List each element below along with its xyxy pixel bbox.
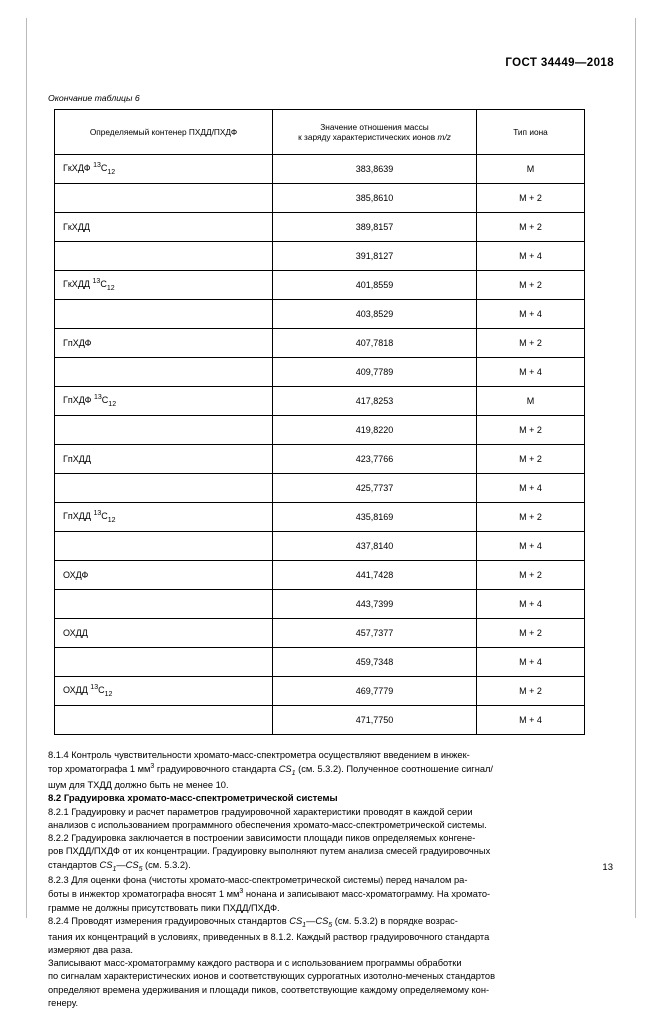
p6-line2: по сигналам характеристических ионов и соответствующих суррогатных изотолно-меченых стандартов bbox=[48, 971, 496, 982]
p4-line2b: нонана и записывают масс-хроматограмму. На хромато- bbox=[243, 889, 491, 900]
congener-sup: 13 bbox=[93, 510, 102, 518]
cell-congener-cont bbox=[55, 648, 273, 677]
table-row bbox=[55, 300, 585, 329]
page-number: 13 bbox=[602, 862, 613, 873]
cs-symbol bbox=[289, 915, 307, 929]
column-header-iontype: Тип иона bbox=[477, 110, 585, 155]
column-header-mz bbox=[273, 110, 477, 155]
paragraph-8-2-1 bbox=[48, 806, 614, 832]
cell-mz: 385,8610 bbox=[273, 184, 477, 213]
p1-line3: шум для ТХДД должно быть не менее 10. bbox=[48, 780, 229, 791]
table-row bbox=[55, 271, 585, 300]
p3-line1: 8.2.2 Градуировка заключается в построении зависимости площади пиков определяемых конгене- bbox=[48, 833, 476, 844]
cell-congener bbox=[55, 387, 273, 416]
p5-dash: — bbox=[306, 915, 316, 926]
p3-line3b: (см. 5.3.2). bbox=[142, 859, 191, 870]
cs-subscript: 5 bbox=[328, 921, 333, 929]
p4-sup: 3 bbox=[239, 888, 244, 896]
section-heading-8-2: 8.2 Градуировка хромато-масс-спектрометрической системы bbox=[48, 793, 338, 805]
cell-iontype: M + 4 bbox=[477, 358, 585, 387]
cell-congener-cont bbox=[55, 474, 273, 503]
table-row bbox=[55, 387, 585, 416]
cell-mz: 401,8559 bbox=[273, 271, 477, 300]
body-text bbox=[48, 749, 614, 1010]
table-row bbox=[55, 474, 585, 503]
congener-name: ГкХДД bbox=[63, 222, 91, 232]
p2-line1: 8.2.1 Градуировку и расчет параметров градуировочной характеристики проводят в каждой серии bbox=[48, 806, 473, 817]
cell-mz: 443,7399 bbox=[273, 590, 477, 619]
congener-sup: 13 bbox=[93, 162, 101, 170]
table-row bbox=[55, 416, 585, 445]
table-row bbox=[55, 590, 585, 619]
p1-sup: 3 bbox=[150, 763, 155, 771]
p5-line3: измеряют два раза. bbox=[48, 944, 133, 955]
p5-line1b: (см. 5.3.2) в порядке возрас- bbox=[332, 915, 458, 926]
cell-congener-cont bbox=[55, 416, 273, 445]
congener-sub-wrap: $C_{12}$ bbox=[100, 279, 115, 292]
cell-mz: 423,7766 bbox=[273, 445, 477, 474]
p3-line3a: стандартов bbox=[48, 859, 100, 870]
cell-iontype: M + 4 bbox=[477, 648, 585, 677]
cell-mz: 441,7428 bbox=[273, 561, 477, 590]
cell-iontype: M + 4 bbox=[477, 590, 585, 619]
ion-table bbox=[54, 109, 585, 735]
cell-iontype: M + 2 bbox=[477, 445, 585, 474]
p6-line3: определяют времена удерживания и площади пиков, соответствующие каждому определяемому кон- bbox=[48, 984, 490, 995]
p3-line2: ров ПХДД/ПХДФ от их концентрации. Градуировку выполняют путем анализа смесей градуировочных bbox=[48, 846, 491, 857]
cell-mz: 409,7789 bbox=[273, 358, 477, 387]
paragraph-8-2-3 bbox=[48, 874, 614, 915]
cell-mz: 407,7818 bbox=[273, 329, 477, 358]
cell-congener-cont bbox=[55, 532, 273, 561]
cell-congener bbox=[55, 155, 273, 184]
paragraph-final bbox=[48, 957, 614, 1010]
cell-mz: 435,8169 bbox=[273, 503, 477, 532]
mz-header-line2: к заряду характеристических ионов bbox=[298, 132, 438, 142]
cell-iontype: M + 2 bbox=[477, 503, 585, 532]
p4-line2a: боты в инжектор хроматографа вносят 1 мм bbox=[48, 889, 240, 900]
congener-sub-wrap: $C_{12}$ bbox=[100, 163, 116, 176]
cell-congener bbox=[55, 677, 273, 706]
cell-iontype: M + 2 bbox=[477, 619, 585, 648]
table-row bbox=[55, 329, 585, 358]
standard-number: ГОСТ 34449—2018 bbox=[505, 57, 614, 69]
congener-name: ГкХДФ bbox=[63, 163, 94, 174]
cell-congener bbox=[55, 213, 273, 242]
table-row bbox=[55, 648, 585, 677]
cell-congener-cont bbox=[55, 242, 273, 271]
p5-line2: тания их концентраций в условиях, приведенных в 8.1.2. Каждый раствор градуировочного стандарта bbox=[48, 931, 490, 942]
table-row bbox=[55, 184, 585, 213]
cell-iontype: M + 4 bbox=[477, 706, 585, 735]
p6-line1: Записывают масс-хроматограмму каждого раствора и с использованием программы обработки bbox=[48, 958, 462, 969]
mz-header-line1: Значение отношения массы bbox=[320, 121, 429, 132]
congener-sub-wrap: $C_{12}$ bbox=[101, 511, 116, 524]
cell-iontype: M + 2 bbox=[477, 416, 585, 445]
p5-line1a: 8.2.4 Проводят измерения градуировочных стандартов bbox=[48, 915, 290, 926]
cell-mz: 419,8220 bbox=[273, 416, 477, 445]
cs-subscript: 5 bbox=[138, 865, 143, 873]
table-row bbox=[55, 561, 585, 590]
cell-mz: 437,8140 bbox=[273, 532, 477, 561]
congener-name: ОХДД bbox=[63, 685, 91, 696]
cs-symbol bbox=[125, 859, 143, 873]
p1-line2b: градуировочного стандарта bbox=[154, 764, 279, 775]
table-header-row bbox=[55, 110, 585, 155]
cell-iontype: M bbox=[477, 155, 585, 184]
table-row bbox=[55, 503, 585, 532]
cs-subscript: 1 bbox=[112, 865, 117, 873]
cell-mz: 459,7348 bbox=[273, 648, 477, 677]
table-row bbox=[55, 677, 585, 706]
p2-line2: анализов с использованием программного обеспечения хромато-масс-спектрометрической системы. bbox=[48, 819, 487, 830]
p6-line4: генеру. bbox=[48, 997, 79, 1008]
cell-iontype: M + 4 bbox=[477, 300, 585, 329]
page-header bbox=[48, 57, 614, 71]
cs-letters: CS bbox=[278, 764, 292, 775]
congener-name: ГпХДД bbox=[63, 454, 91, 464]
page-content bbox=[48, 0, 614, 1010]
cell-iontype: M + 4 bbox=[477, 532, 585, 561]
cell-congener bbox=[55, 445, 273, 474]
table-row bbox=[55, 706, 585, 735]
p1-line2a: тор хроматографа 1 мм bbox=[48, 764, 151, 775]
cell-congener bbox=[55, 619, 273, 648]
cs-subscript: 1 bbox=[302, 921, 307, 929]
congener-sup: 13 bbox=[94, 394, 102, 402]
cell-congener-cont bbox=[55, 300, 273, 329]
cell-iontype: M + 2 bbox=[477, 561, 585, 590]
cell-congener-cont bbox=[55, 706, 273, 735]
congener-sup: 13 bbox=[90, 684, 99, 692]
p1-line2c: (см. 5.3.2). Полученное соотношение сигнал/ bbox=[295, 764, 494, 775]
cs-letters: CS bbox=[289, 915, 303, 926]
cell-mz: 383,8639 bbox=[273, 155, 477, 184]
cell-iontype: M + 2 bbox=[477, 329, 585, 358]
mz-header-italic: m/z bbox=[437, 132, 451, 142]
cell-mz: 469,7779 bbox=[273, 677, 477, 706]
paragraph-8-2-2 bbox=[48, 832, 614, 874]
congener-sub-wrap: $C_{12}$ bbox=[101, 395, 117, 408]
cell-iontype: M bbox=[477, 387, 585, 416]
cell-congener-cont bbox=[55, 590, 273, 619]
cell-mz: 417,8253 bbox=[273, 387, 477, 416]
cell-iontype: M + 2 bbox=[477, 184, 585, 213]
cs-letters: CS bbox=[315, 915, 329, 926]
cs-symbol bbox=[278, 764, 296, 778]
cell-iontype: M + 4 bbox=[477, 474, 585, 503]
cell-mz: 471,7750 bbox=[273, 706, 477, 735]
table-body bbox=[55, 155, 585, 735]
cell-congener-cont bbox=[55, 184, 273, 213]
cell-congener bbox=[55, 561, 273, 590]
cell-iontype: M + 2 bbox=[477, 271, 585, 300]
table-row bbox=[55, 445, 585, 474]
paragraph-8-1-4 bbox=[48, 749, 614, 792]
congener-name: ГпХДФ bbox=[63, 395, 94, 406]
cell-mz: 457,7377 bbox=[273, 619, 477, 648]
table-row bbox=[55, 532, 585, 561]
congener-sub-wrap: $C_{12}$ bbox=[98, 685, 113, 698]
table-row bbox=[55, 242, 585, 271]
cs-symbol bbox=[99, 859, 117, 873]
cell-iontype: M + 4 bbox=[477, 242, 585, 271]
cell-mz: 389,8157 bbox=[273, 213, 477, 242]
congener-name: ГпХДД bbox=[63, 511, 94, 522]
cs-letters: CS bbox=[125, 859, 139, 870]
cell-congener bbox=[55, 271, 273, 300]
cell-iontype: M + 2 bbox=[477, 677, 585, 706]
cell-congener-cont bbox=[55, 358, 273, 387]
p4-line1: 8.2.3 Для оценки фона (чистоты хромато-масс-спектрометрической системы) перед началом ра- bbox=[48, 875, 468, 886]
cell-mz: 391,8127 bbox=[273, 242, 477, 271]
p3-dash: — bbox=[116, 859, 126, 870]
cell-congener bbox=[55, 503, 273, 532]
table-row bbox=[55, 155, 585, 184]
cell-congener bbox=[55, 329, 273, 358]
p1-line1: 8.1.4 Контроль чувствительности хромато-масс-спектрометра осуществляют введением в инжек- bbox=[48, 750, 470, 760]
table-row bbox=[55, 213, 585, 242]
p4-line3: грамме не должны присутствовать пики ПХДД/ПХДФ. bbox=[48, 902, 280, 913]
table-caption: Окончание таблицы 6 bbox=[48, 93, 140, 103]
table-row bbox=[55, 358, 585, 387]
column-header-congener: Определяемый контенер ПХДД/ПХДФ bbox=[55, 110, 273, 155]
table-row bbox=[55, 619, 585, 648]
cell-mz: 403,8529 bbox=[273, 300, 477, 329]
paragraph-8-2-4 bbox=[48, 915, 614, 957]
congener-name: ГпХДФ bbox=[63, 338, 92, 348]
cs-symbol bbox=[315, 915, 333, 929]
congener-name: ОХДД bbox=[63, 628, 88, 638]
cs-subscript: 1 bbox=[291, 770, 296, 778]
cell-iontype: M + 2 bbox=[477, 213, 585, 242]
congener-name: ОХДФ bbox=[63, 570, 89, 580]
congener-name: ГкХДД bbox=[63, 279, 93, 290]
cell-mz: 425,7737 bbox=[273, 474, 477, 503]
congener-sup: 13 bbox=[92, 278, 101, 286]
cs-letters: CS bbox=[99, 859, 113, 870]
